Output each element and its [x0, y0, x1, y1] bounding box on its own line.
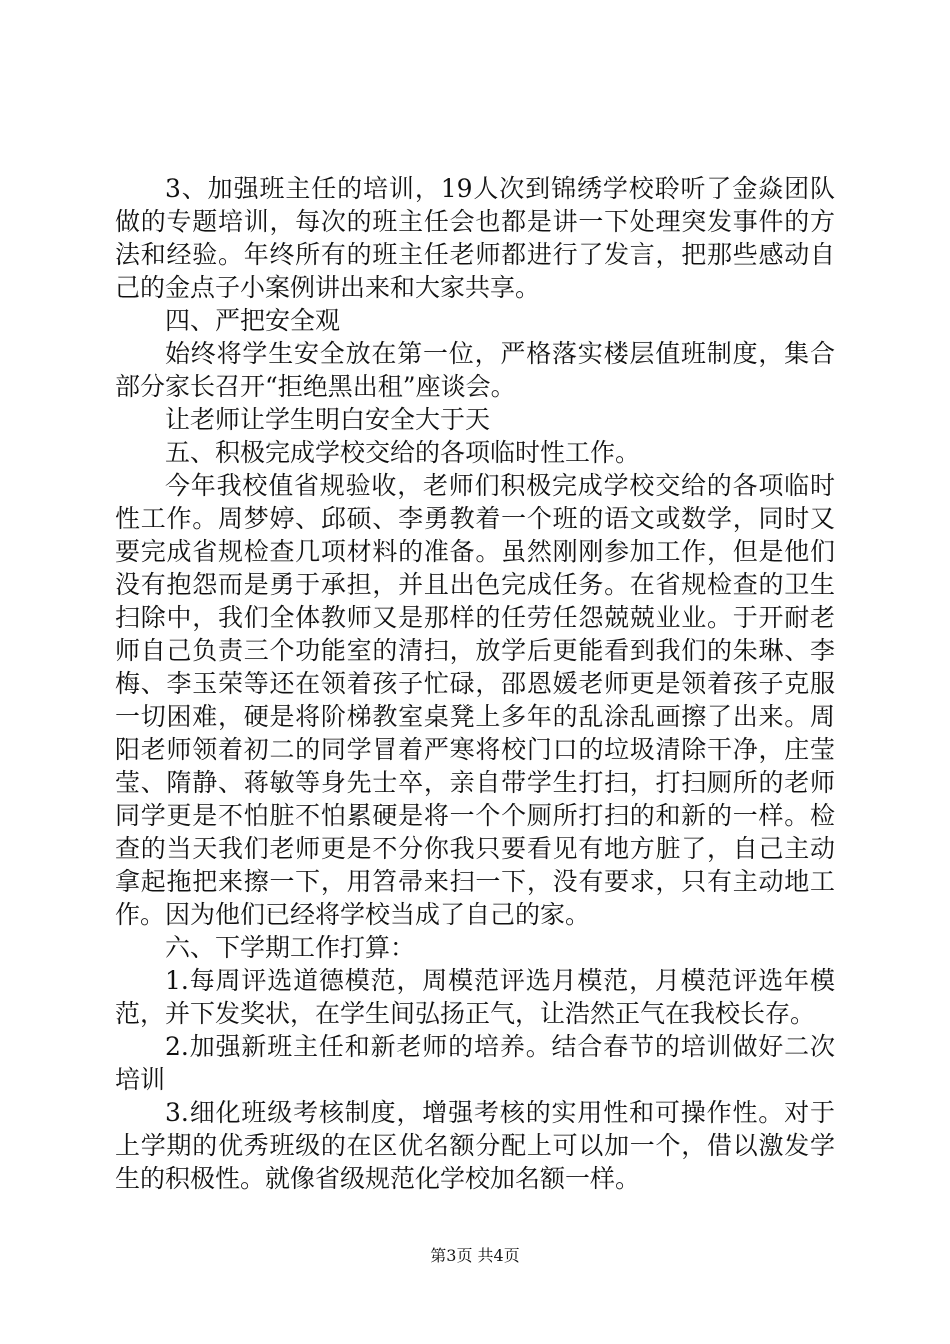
paragraph-inspection-work: 今年我校值省规验收，老师们积极完成学校交给的各项临时性工作。周梦婷、邱硕、李勇教着一个班的语文或数学，同时又要完成省规检查几项材料的准备。虽然刚刚参加工作，但是他们没有抱怨而是勇于承担，并且出色完成任务。在省规检查的卫生扫除中，我们全体教师又是那样的任劳任怨兢兢业业。于开耐老师自己负责三个功能室的清扫，放学后更能看到我们的朱琳、李梅、李玉荣等还在领着孩子忙碌，邵恩媛老师更是领着孩子克服一切困难，硬是将阶梯教室桌凳上多年的乱涂乱画擦了出来。周阳老师领着初二的同学冒着严寒将校门口的垃圾清除干净，庄莹莹、隋静、蒋敏等身先士卒，亲自带学生打扫，打扫厕所的老师同学更是不怕脏不怕累硬是将一个个厕所打扫的和新的一样。检查的当天我们老师更是不分你我只要看见有地方脏了，自己主动拿起拖把来擦一下，用笤帚来扫一下，没有要求，只有主动地工作。因为他们已经将学校当成了自己的家。: [115, 471, 835, 929]
heading-temporary-tasks: 五、积极完成学校交给的各项临时性工作。: [165, 438, 641, 467]
plan-item-1: 1.每周评选道德模范，周模范评选月模范，月模范评选年模范，并下发奖状，在学生间弘扬正气，让浩然正气在我校长存。: [115, 966, 835, 1028]
plan-item-3: 3.细化班级考核制度，增强考核的实用性和可操作性。对于上学期的优秀班级的在区优名额分配上可以加一个，借以激发学生的积极性。就像省级规范化学校加名额一样。: [115, 1098, 835, 1193]
document-body: [115, 172, 835, 1195]
plan-item-2: 2.加强新班主任和新老师的培养。结合春节的培训做好二次培训: [115, 1032, 835, 1094]
heading-next-semester: 六、下学期工作打算：: [165, 933, 416, 962]
paragraph-class-teacher-training: 3、加强班主任的培训，19人次到锦绣学校聆听了金焱团队做的专题培训，每次的班主任会也都是讲一下处理突发事件的方法和经验。年终所有的班主任老师都进行了发言，把那些感动自己的金点子小案例讲出来和大家共享。: [115, 174, 835, 302]
paragraph-safety-motto: 让老师让学生明白安全大于天: [165, 405, 491, 434]
paragraph-safety-first: 始终将学生安全放在第一位，严格落实楼层值班制度，集合部分家长召开“拒绝黑出租”座谈会。: [115, 339, 835, 401]
heading-safety: 四、严把安全观: [165, 306, 341, 335]
page-number: 第3页 共4页: [430, 1246, 520, 1265]
